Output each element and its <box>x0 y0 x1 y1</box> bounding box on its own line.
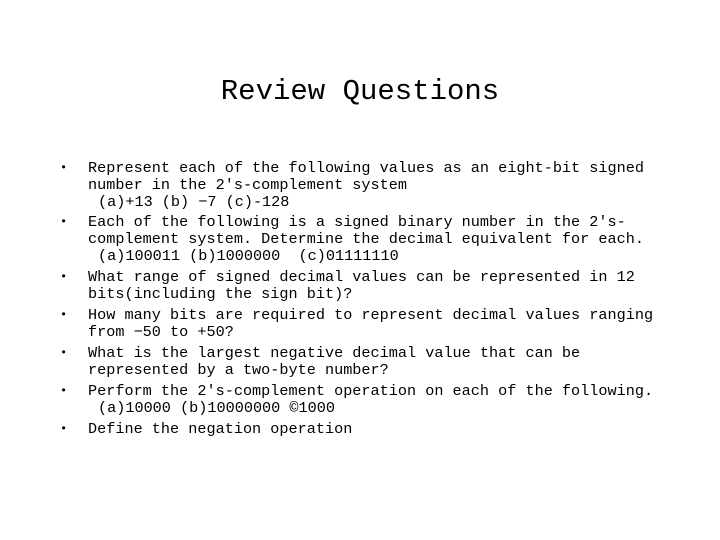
question-item-2 <box>0 214 720 265</box>
bullet-icon: • <box>60 215 68 229</box>
question-text: How many bits are required to represent decimal values ranging from −50 to +50? <box>88 306 654 341</box>
question-item-5 <box>0 345 720 379</box>
question-text: Define the negation operation <box>88 420 353 438</box>
question-item-7 <box>0 421 720 438</box>
question-text: Perform the 2′s-complement operation on each of the following. <box>88 382 654 400</box>
question-item-1 <box>0 160 720 211</box>
bullet-icon: • <box>60 308 68 322</box>
bullet-icon: • <box>60 270 68 284</box>
bullet-icon: • <box>60 422 68 436</box>
question-text: What range of signed decimal values can be represented in 12 bits(including the sign bit)? <box>88 268 635 303</box>
question-item-4 <box>0 307 720 341</box>
bullet-icon: • <box>60 384 68 398</box>
question-text: Represent each of the following values as an eight-bit signed number in the 2′s-complement system <box>88 159 644 194</box>
question-text: What is the largest negative decimal value that can be represented by a two-byte number? <box>88 344 581 379</box>
question-subparts: (a)10000 (b)10000000 ©1000 <box>98 399 335 417</box>
question-item-3 <box>0 269 720 303</box>
question-subparts: (a)+13 (b) −7 (c)-128 <box>98 193 290 211</box>
bullet-icon: • <box>60 161 68 175</box>
question-subparts: (a)100011 (b)1000000 (c)01111110 <box>98 247 399 265</box>
question-item-6 <box>0 383 720 417</box>
question-text: Each of the following is a signed binary number in the 2′s-complement system. Determine the decimal equivalent for each. <box>88 213 644 248</box>
slide-title: Review Questions <box>220 75 500 108</box>
bullet-icon: • <box>60 346 68 360</box>
question-list <box>0 160 720 438</box>
